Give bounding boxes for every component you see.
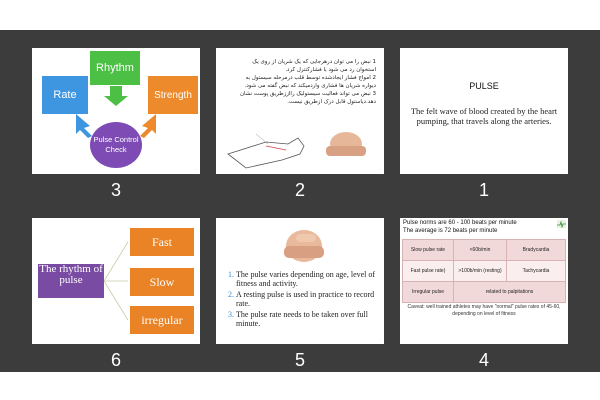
page-dot: · [195,337,197,342]
point-item: 1. The pulse varies depending on age, level of fitness and activity. [236,270,380,288]
persian-text-block [230,58,376,106]
page-dot: · [563,167,565,172]
persian-line: 2 امواج فشار ایجادشده توسط قلب درمرحله سیستول به [245,75,376,81]
slide-thumbnail-5[interactable] [216,218,384,344]
fast-option: Fast [130,228,194,256]
slide-thumbnail-4[interactable] [400,218,568,344]
table-row [403,240,566,261]
strength-box: Strength [148,76,198,114]
slide-number-2: 2 [294,180,305,200]
table-cell: <60b/min [454,240,507,261]
table-cell: Slow pulse rate [403,240,454,261]
slide-number-5: 5 [294,350,305,370]
page-dot: · [379,167,381,172]
header-line: Pulse norms are 60 - 100 beats per minute [403,220,517,226]
irregular-option: irregular [130,306,194,334]
page-dot: · [195,167,197,172]
table-cell: Fast pulse rate) [403,261,454,282]
slow-option: Slow [130,268,194,296]
table-row [403,261,566,282]
slide-number-1: 1 [478,180,489,200]
top-band [0,0,600,30]
slide-number-4: 4 [478,350,489,370]
slide-number-3: 3 [110,180,121,200]
table-row [403,282,566,303]
table-cell: Tachycardia [507,261,566,282]
pulse-points-list [224,270,380,330]
page-dot: · [563,337,565,342]
slide-body: The felt wave of blood created by the heart pumping, that travels along the arteries. [410,106,558,126]
table-cell: Bradycardia [507,240,566,261]
slide-thumbnail-1[interactable] [400,48,568,174]
persian-line: 1 نبض را می توان درهرجایی که یک شریان از روی یک [252,59,376,65]
header-line: The average is 72 beats per minute [403,228,498,234]
pulse-control-circle: Pulse Control Check [90,122,142,168]
pulse-norms-header [403,219,553,235]
table-cell: related to palpitations [454,282,566,303]
rhythm-of-pulse-box: The rhythm of pulse [38,264,104,298]
table-cell: >100b/min (resting) [454,261,507,282]
heart-monitor-icon [557,220,566,228]
rhythm-arrow [104,86,128,106]
point-item: 2. A resting pulse is used in practice to record rate. [236,290,380,308]
slide-title: PULSE [469,81,499,91]
slide-thumbnail-3[interactable] [32,48,200,174]
pulse-norms-table [402,239,566,303]
persian-line: 3 نبض می تواند فعالیت سیستولیک رااززطریق پوست نشان [240,91,376,97]
rhythm-box: Rhythm [90,51,140,85]
persian-line: استخوان رد می شود با فشارکنترل کرد. [285,67,376,73]
slide-thumbnail-6[interactable] [32,218,200,344]
point-item: 3. The pulse rate needs to be taken over full minute. [236,310,380,328]
persian-line: دیواره شریان ها فشاری واردمیکند که نبض گفته می شود. [244,83,376,89]
pulse-check-photo [284,224,324,266]
strength-arrow [140,114,156,138]
table-cell: Irregular pulse [403,282,454,303]
page-dot: · [379,337,381,342]
caveat-note: Caveat: well trained athletes may have "normal" pulse rates of 45-60, depending on level of fitness [407,304,561,317]
bottom-band [0,372,600,400]
slide-thumbnail-2[interactable] [216,48,384,174]
rate-box: Rate [42,76,88,114]
persian-line: دهد.دیاستول قابل درک ازطریق نیست. [287,99,376,105]
wrist-illustration [226,124,376,170]
slide-number-6: 6 [110,350,121,370]
